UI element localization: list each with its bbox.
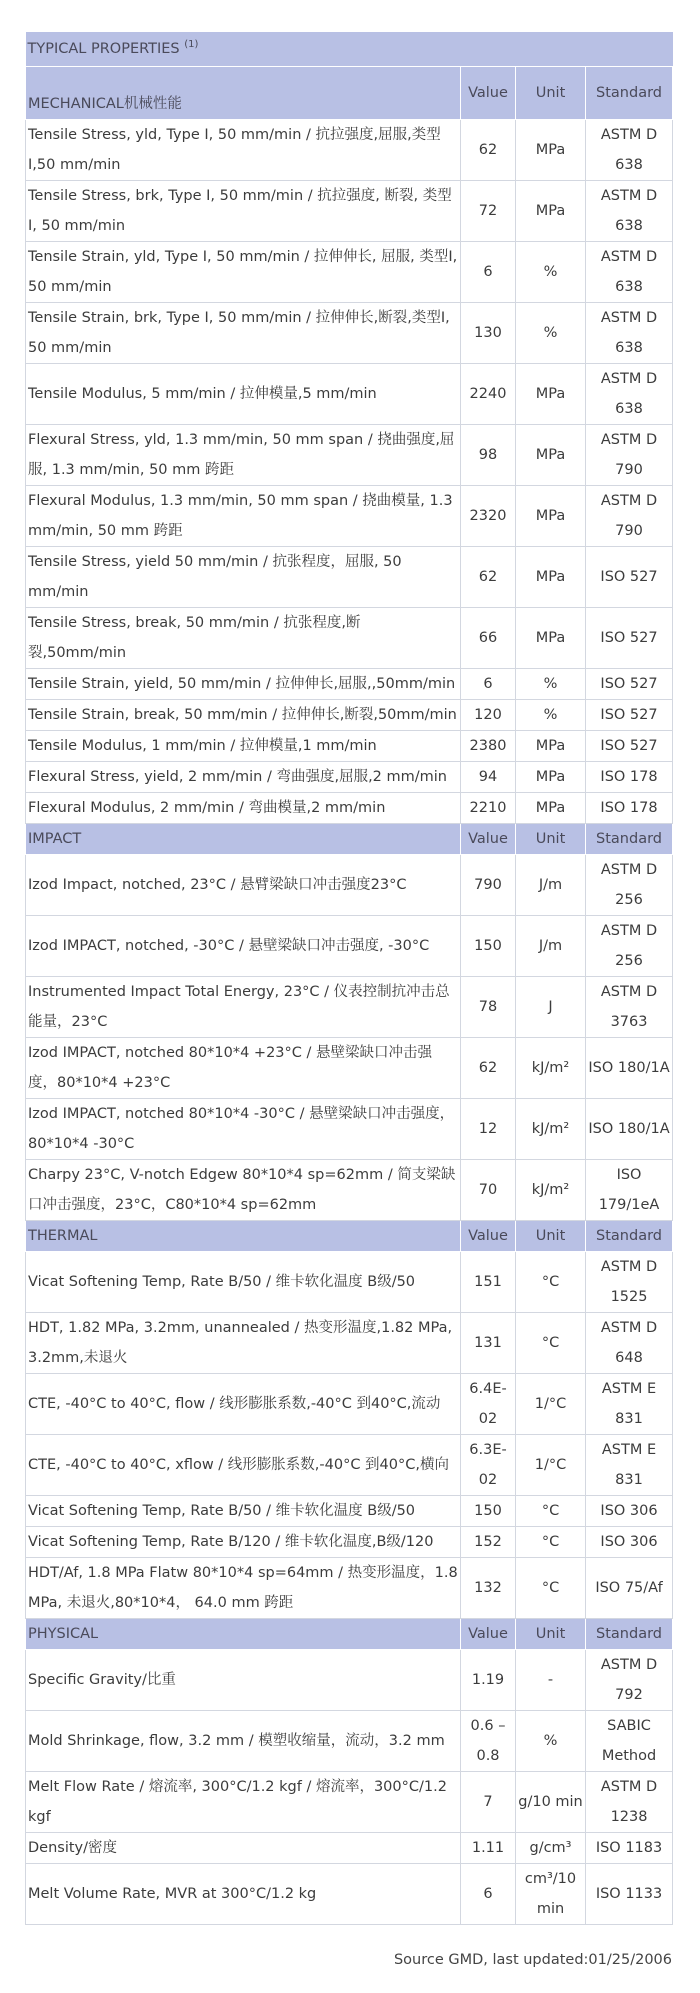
table-row (26, 303, 673, 364)
table-row (26, 608, 673, 669)
unit-cell: MPa (516, 731, 586, 762)
value-cell: 6.4E-02 (461, 1374, 516, 1435)
unit-cell: % (516, 669, 586, 700)
section-name: MECHANICAL机械性能 (26, 67, 461, 120)
table-row (26, 669, 673, 700)
unit-cell: MPa (516, 793, 586, 824)
unit-cell: cm³/10 min (516, 1864, 586, 1925)
value-cell: 152 (461, 1527, 516, 1558)
value-cell: 130 (461, 303, 516, 364)
standard-cell: ASTM D 1238 (586, 1772, 673, 1833)
table-title (26, 32, 673, 67)
standard-cell: ISO 527 (586, 547, 673, 608)
property-cell: Izod Impact, notched, 23°C / 悬臂梁缺口冲击强度23°C (26, 855, 461, 916)
typical-properties-table (25, 32, 673, 1925)
property-cell: Tensile Modulus, 5 mm/min / 拉伸模量,5 mm/min (26, 364, 461, 425)
standard-column-header: Standard (586, 1221, 673, 1252)
table-row (26, 700, 673, 731)
unit-cell: g/10 min (516, 1772, 586, 1833)
unit-column-header: Unit (516, 67, 586, 120)
property-cell: Tensile Strain, yld, Type I, 50 mm/min / 拉伸伸长, 屈服, 类型I, 50 mm/min (26, 242, 461, 303)
unit-cell: 1/°C (516, 1435, 586, 1496)
unit-column-header: Unit (516, 1619, 586, 1650)
standard-cell: ASTM D 638 (586, 364, 673, 425)
value-column-header: Value (461, 1619, 516, 1650)
value-cell: 150 (461, 916, 516, 977)
value-cell: 72 (461, 181, 516, 242)
value-cell: 2320 (461, 486, 516, 547)
standard-cell: ASTM D 792 (586, 1650, 673, 1711)
table-row (26, 1099, 673, 1160)
property-cell: Melt Flow Rate / 熔流率, 300°C/1.2 kgf / 熔流率，300°C/1.2 kgf (26, 1772, 461, 1833)
unit-cell: °C (516, 1527, 586, 1558)
value-cell: 2240 (461, 364, 516, 425)
table-row (26, 855, 673, 916)
value-cell: 7 (461, 1772, 516, 1833)
standard-cell: ASTM D 790 (586, 425, 673, 486)
unit-cell: g/cm³ (516, 1833, 586, 1864)
table-row (26, 1833, 673, 1864)
property-cell: Tensile Modulus, 1 mm/min / 拉伸模量,1 mm/min (26, 731, 461, 762)
unit-cell: % (516, 700, 586, 731)
table-row (26, 1160, 673, 1221)
standard-cell: ASTM D 638 (586, 120, 673, 181)
value-cell: 132 (461, 1558, 516, 1619)
unit-cell: °C (516, 1252, 586, 1313)
table-row (26, 181, 673, 242)
unit-cell: °C (516, 1313, 586, 1374)
table-row (26, 1864, 673, 1925)
table-row (26, 1496, 673, 1527)
section-header-row (26, 67, 673, 120)
standard-cell: ISO 180/1A (586, 1038, 673, 1099)
standard-cell: ISO 1183 (586, 1833, 673, 1864)
unit-column-header: Unit (516, 1221, 586, 1252)
unit-cell: MPa (516, 120, 586, 181)
table-title-text: TYPICAL PROPERTIES (27, 41, 180, 57)
table-row (26, 1711, 673, 1772)
unit-cell: MPa (516, 547, 586, 608)
value-cell: 151 (461, 1252, 516, 1313)
value-cell: 0.6 – 0.8 (461, 1711, 516, 1772)
table-row (26, 242, 673, 303)
value-cell: 98 (461, 425, 516, 486)
property-cell: CTE, -40°C to 40°C, xflow / 线形膨胀系数,-40°C 到40°C,横向 (26, 1435, 461, 1496)
standard-cell: ASTM D 1525 (586, 1252, 673, 1313)
standard-cell: ISO 75/Af (586, 1558, 673, 1619)
property-cell: HDT, 1.82 MPa, 3.2mm, unannealed / 热变形温度,1.82 MPa, 3.2mm,未退火 (26, 1313, 461, 1374)
property-cell: Tensile Stress, break, 50 mm/min / 抗张程度,断裂,50mm/min (26, 608, 461, 669)
property-cell: Specific Gravity/比重 (26, 1650, 461, 1711)
standard-cell: ISO 178 (586, 762, 673, 793)
property-cell: Izod IMPACT, notched, -30°C / 悬壁梁缺口冲击强度, -30°C (26, 916, 461, 977)
unit-cell: MPa (516, 364, 586, 425)
value-cell: 66 (461, 608, 516, 669)
value-cell: 131 (461, 1313, 516, 1374)
standard-column-header: Standard (586, 824, 673, 855)
table-row (26, 1374, 673, 1435)
property-cell: Tensile Strain, yield, 50 mm/min / 拉伸伸长,屈服,,50mm/min (26, 669, 461, 700)
property-cell: Melt Volume Rate, MVR at 300°C/1.2 kg (26, 1864, 461, 1925)
standard-cell: ISO 527 (586, 608, 673, 669)
value-cell: 78 (461, 977, 516, 1038)
properties-table-container (25, 32, 672, 1925)
table-row (26, 1252, 673, 1313)
table-title-row (26, 32, 673, 67)
unit-cell: MPa (516, 425, 586, 486)
table-row (26, 1558, 673, 1619)
property-cell: Tensile Strain, brk, Type I, 50 mm/min / 拉伸伸长,断裂,类型I, 50 mm/min (26, 303, 461, 364)
value-cell: 6 (461, 242, 516, 303)
source-footer: Source GMD, last updated:01/25/2006 (393, 1952, 672, 1968)
standard-cell: ISO 527 (586, 669, 673, 700)
unit-cell: % (516, 303, 586, 364)
standard-cell: ASTM D 256 (586, 916, 673, 977)
section-name: PHYSICAL (26, 1619, 461, 1650)
value-cell: 70 (461, 1160, 516, 1221)
table-row (26, 1038, 673, 1099)
unit-cell: MPa (516, 181, 586, 242)
property-cell: Tensile Stress, brk, Type I, 50 mm/min / 抗拉强度, 断裂, 类型I, 50 mm/min (26, 181, 461, 242)
table-row (26, 120, 673, 181)
table-row (26, 731, 673, 762)
property-cell: Vicat Softening Temp, Rate B/120 / 维卡软化温度,B级/120 (26, 1527, 461, 1558)
value-cell: 790 (461, 855, 516, 916)
property-cell: Tensile Stress, yld, Type I, 50 mm/min / 抗拉强度,屈服,类型I,50 mm/min (26, 120, 461, 181)
value-cell: 120 (461, 700, 516, 731)
unit-cell: J/m (516, 916, 586, 977)
property-cell: Charpy 23°C, V-notch Edgew 80*10*4 sp=62mm / 简支梁缺口冲击强度，23°C，C80*10*4 sp=62mm (26, 1160, 461, 1221)
unit-cell: °C (516, 1496, 586, 1527)
unit-cell: % (516, 242, 586, 303)
value-cell: 12 (461, 1099, 516, 1160)
value-column-header: Value (461, 824, 516, 855)
table-title-footnote: (1) (184, 39, 199, 51)
table-row (26, 916, 673, 977)
property-cell: Mold Shrinkage, flow, 3.2 mm / 模塑收缩量，流动，3.2 mm (26, 1711, 461, 1772)
table-row (26, 425, 673, 486)
property-cell: Flexural Modulus, 1.3 mm/min, 50 mm span / 挠曲模量, 1.3 mm/min, 50 mm 跨距 (26, 486, 461, 547)
table-row (26, 793, 673, 824)
section-name: THERMAL (26, 1221, 461, 1252)
standard-cell: ASTM E 831 (586, 1435, 673, 1496)
table-row (26, 1313, 673, 1374)
unit-cell: MPa (516, 762, 586, 793)
unit-cell: kJ/m² (516, 1099, 586, 1160)
property-cell: Flexural Stress, yld, 1.3 mm/min, 50 mm span / 挠曲强度,屈服, 1.3 mm/min, 50 mm 跨距 (26, 425, 461, 486)
standard-cell: ISO 527 (586, 700, 673, 731)
property-cell: HDT/Af, 1.8 MPa Flatw 80*10*4 sp=64mm / 热变形温度，1.8 MPa, 未退火,80*10*4， 64.0 mm 跨距 (26, 1558, 461, 1619)
standard-cell: ISO 178 (586, 793, 673, 824)
value-column-header: Value (461, 1221, 516, 1252)
value-cell: 1.11 (461, 1833, 516, 1864)
value-cell: 6.3E-02 (461, 1435, 516, 1496)
value-cell: 6 (461, 669, 516, 700)
unit-cell: J/m (516, 855, 586, 916)
standard-cell: ISO 179/1eA (586, 1160, 673, 1221)
table-row (26, 762, 673, 793)
standard-cell: ISO 306 (586, 1496, 673, 1527)
table-row (26, 977, 673, 1038)
value-cell: 1.19 (461, 1650, 516, 1711)
standard-column-header: Standard (586, 67, 673, 120)
standard-cell: ASTM D 256 (586, 855, 673, 916)
table-row (26, 1650, 673, 1711)
property-cell: Density/密度 (26, 1833, 461, 1864)
unit-cell: J (516, 977, 586, 1038)
property-cell: Instrumented Impact Total Energy, 23°C / 仪表控制抗冲击总能量，23°C (26, 977, 461, 1038)
property-cell: Vicat Softening Temp, Rate B/50 / 维卡软化温度 B级/50 (26, 1252, 461, 1313)
value-column-header: Value (461, 67, 516, 120)
standard-cell: ISO 306 (586, 1527, 673, 1558)
property-cell: Izod IMPACT, notched 80*10*4 +23°C / 悬壁梁缺口冲击强度，80*10*4 +23°C (26, 1038, 461, 1099)
table-row (26, 364, 673, 425)
value-cell: 6 (461, 1864, 516, 1925)
section-header-row (26, 824, 673, 855)
standard-cell: ASTM D 638 (586, 181, 673, 242)
table-row (26, 1435, 673, 1496)
standard-column-header: Standard (586, 1619, 673, 1650)
standard-cell: ISO 180/1A (586, 1099, 673, 1160)
value-cell: 2210 (461, 793, 516, 824)
unit-cell: 1/°C (516, 1374, 586, 1435)
section-header-row (26, 1221, 673, 1252)
unit-cell: - (516, 1650, 586, 1711)
table-row (26, 1527, 673, 1558)
standard-cell: ISO 527 (586, 731, 673, 762)
value-cell: 62 (461, 547, 516, 608)
value-cell: 94 (461, 762, 516, 793)
standard-cell: ISO 1133 (586, 1864, 673, 1925)
unit-cell: MPa (516, 608, 586, 669)
standard-cell: ASTM D 3763 (586, 977, 673, 1038)
section-name: IMPACT (26, 824, 461, 855)
table-row (26, 547, 673, 608)
unit-cell: kJ/m² (516, 1160, 586, 1221)
standard-cell: SABIC Method (586, 1711, 673, 1772)
section-header-row (26, 1619, 673, 1650)
unit-cell: °C (516, 1558, 586, 1619)
property-cell: Tensile Stress, yield 50 mm/min / 抗张程度，屈服, 50 mm/min (26, 547, 461, 608)
unit-column-header: Unit (516, 824, 586, 855)
unit-cell: % (516, 1711, 586, 1772)
standard-cell: ASTM E 831 (586, 1374, 673, 1435)
value-cell: 62 (461, 120, 516, 181)
value-cell: 2380 (461, 731, 516, 762)
table-row (26, 486, 673, 547)
standard-cell: ASTM D 638 (586, 242, 673, 303)
property-cell: Vicat Softening Temp, Rate B/50 / 维卡软化温度 B级/50 (26, 1496, 461, 1527)
property-cell: CTE, -40°C to 40°C, flow / 线形膨胀系数,-40°C 到40°C,流动 (26, 1374, 461, 1435)
standard-cell: ASTM D 638 (586, 303, 673, 364)
property-cell: Izod IMPACT, notched 80*10*4 -30°C / 悬壁梁缺口冲击强度，80*10*4 -30°C (26, 1099, 461, 1160)
table-row (26, 1772, 673, 1833)
unit-cell: kJ/m² (516, 1038, 586, 1099)
value-cell: 62 (461, 1038, 516, 1099)
unit-cell: MPa (516, 486, 586, 547)
standard-cell: ASTM D 790 (586, 486, 673, 547)
property-cell: Tensile Strain, break, 50 mm/min / 拉伸伸长,断裂,50mm/min (26, 700, 461, 731)
property-cell: Flexural Stress, yield, 2 mm/min / 弯曲强度,屈服,2 mm/min (26, 762, 461, 793)
value-cell: 150 (461, 1496, 516, 1527)
standard-cell: ASTM D 648 (586, 1313, 673, 1374)
property-cell: Flexural Modulus, 2 mm/min / 弯曲模量,2 mm/min (26, 793, 461, 824)
